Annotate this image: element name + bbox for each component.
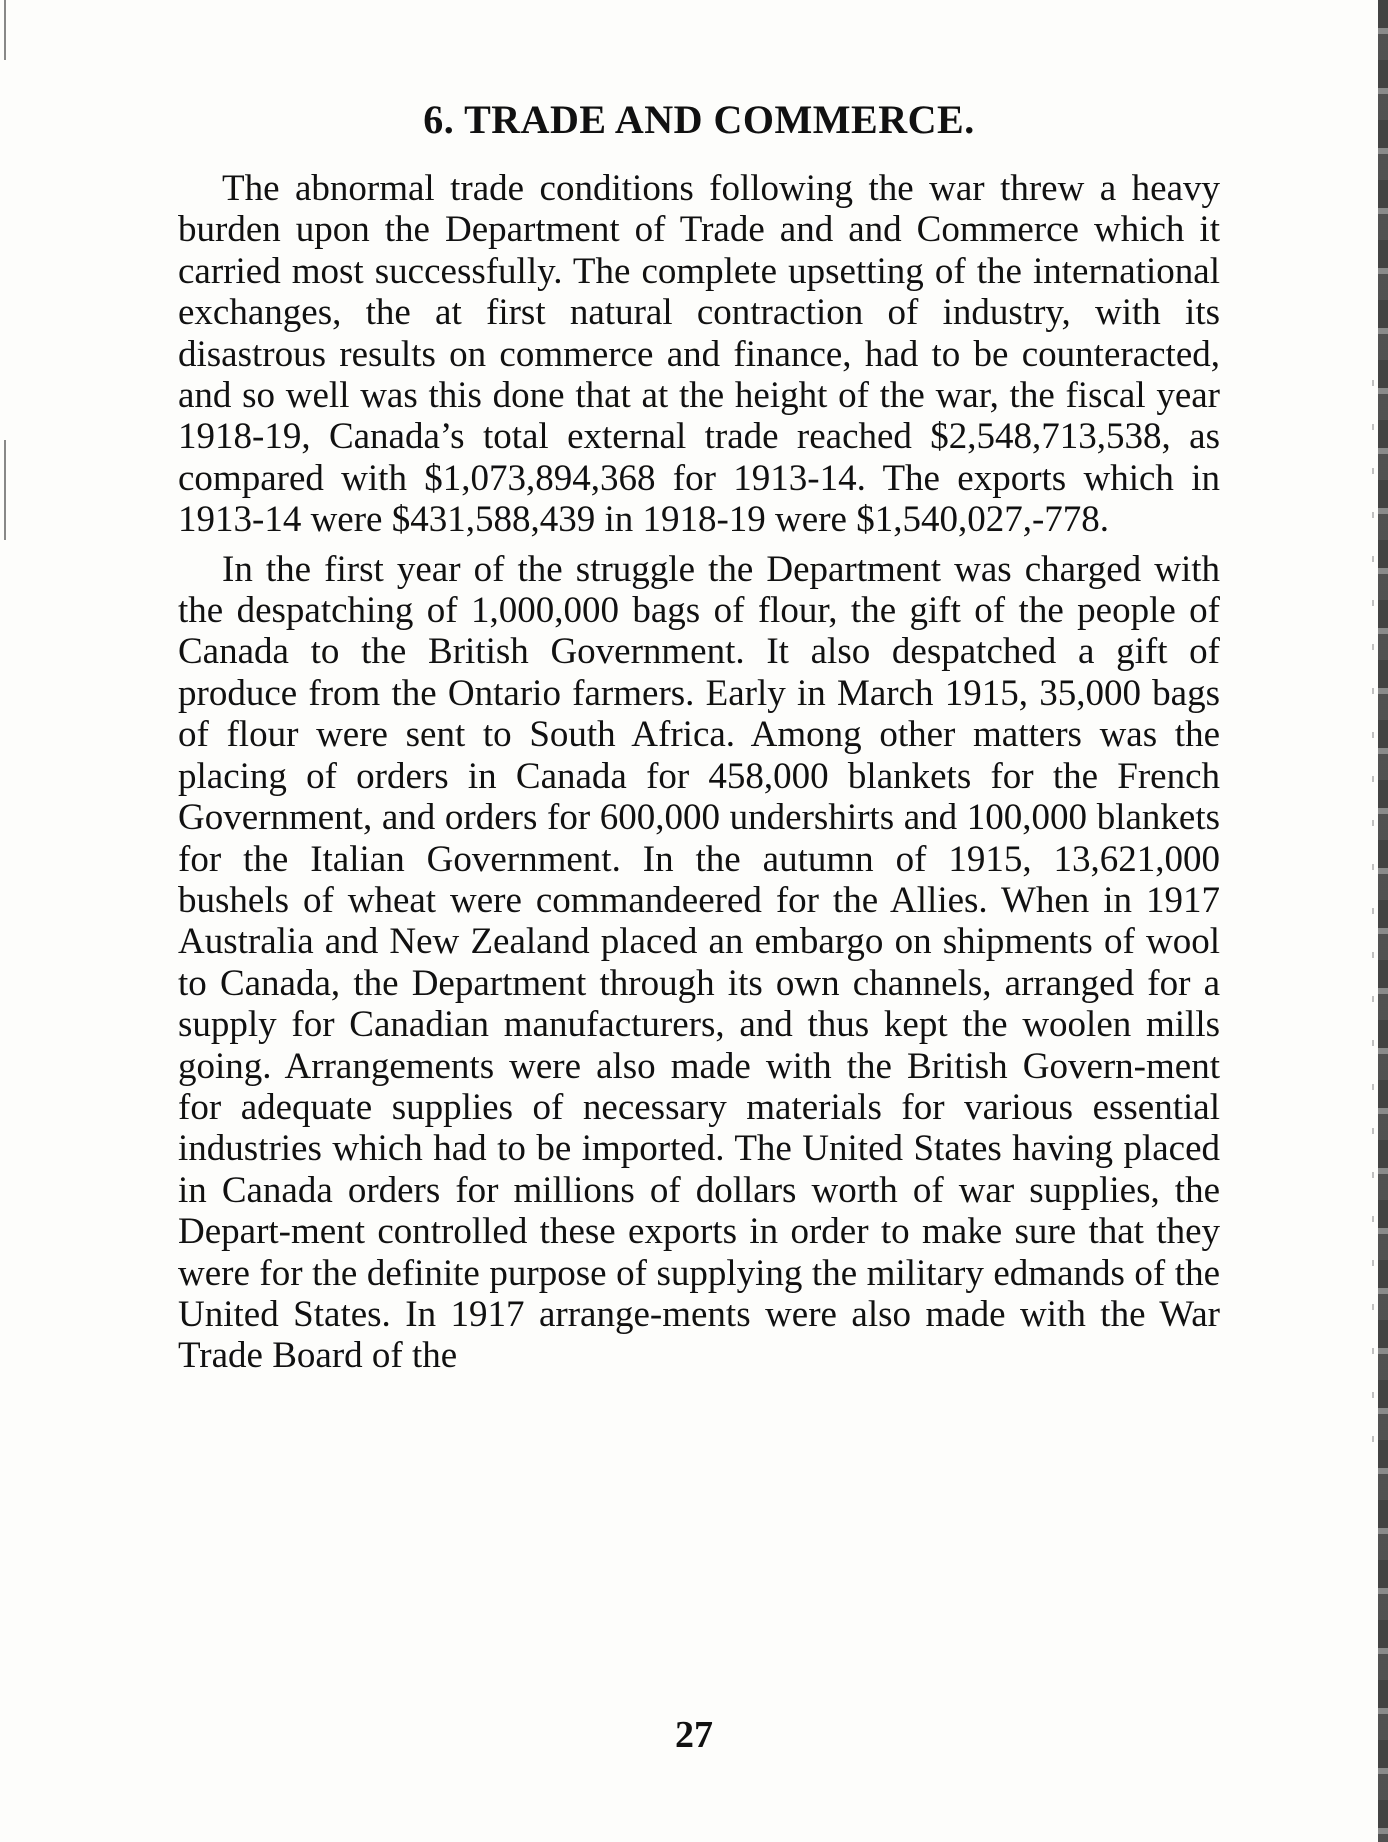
scan-edge-mark — [4, 440, 6, 540]
paragraph: The abnormal trade conditions following the war threw a heavy burden upon the Department of Trade and and Commerce which it carried most successfully. The complete upsetting of the international exchanges, the at first natural contraction of industry, with its disastrous results on commerce and finance, had to be counteracted, and so well was this done that at the height of the war, the fiscal year 1918-19, Canada’s total external trade reached $2,548,713,538, as compared with $1,073,894,368 for 1913-14. The exports which in 1913-14 were $431,588,439 in 1918-19 were $1,540,027,-778. — [178, 168, 1220, 541]
scan-edge-dots — [1372, 380, 1374, 1480]
text-block — [178, 96, 1220, 1385]
book-binding-edge — [1378, 0, 1388, 1842]
chapter-heading: 6. TRADE AND COMMERCE. — [423, 97, 975, 142]
paragraph: In the first year of the struggle the Department was charged with the despatching of 1,000,000 bags of flour, the gift of the people of Canada to the British Government. It also despatched a gift of produce from the Ontario farmers. Early in March 1915, 35,000 bags of flour were sent to South Africa. Among other matters was the placing of orders in Canada for 458,000 blankets for the French Government, and orders for 600,000 undershirts and 100,000 blankets for the Italian Government. In the autumn of 1915, 13,621,000 bushels of wheat were commandeered for the Allies. When in 1917 Australia and New Zealand placed an embargo on shipments of wool to Canada, the Department through its own channels, arranged for a supply for Canadian manufacturers, and thus kept the woolen mills going. Arrangements were also made with the British Govern-ment for adequate supplies of necessary materials for various essential industries which had to be imported. The United States having placed in Canada orders for millions of dollars worth of war supplies, the Depart-ment controlled these exports in order to make sure that they were for the definite purpose of supplying the military edmands of the United States. In 1917 arrange-ments were also made with the War Trade Board of the — [178, 548, 1220, 1377]
page-number: 27 — [675, 1714, 713, 1756]
scan-edge-mark — [4, 0, 6, 60]
